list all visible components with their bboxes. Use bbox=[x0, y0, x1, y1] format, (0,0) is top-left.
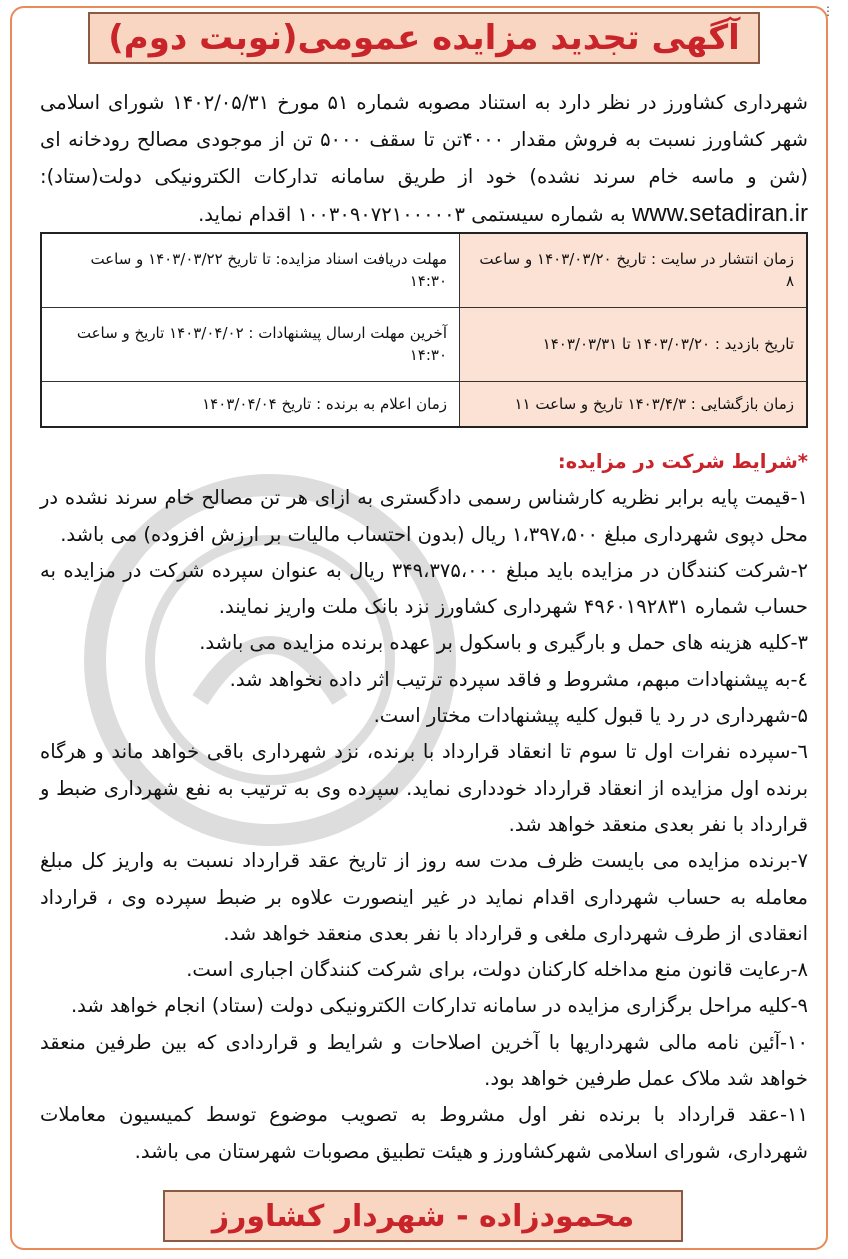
intro-text: شهرداری کشاورز در نظر دارد به استناد مصوبه شماره ۵۱ مورخ ۱۴۰۲/۰۵/۳۱ شورای اسلامی شهر کشاورز نسبت به فروش مقدار ۴۰۰۰تن تا سقف ۵۰۰۰ تن از موجودی مصالح رودخانه ای (شن و ماسه خام سرند نشده) خود از طریق سامانه تدارکات الکترونیکی دولت(ستاد): bbox=[40, 91, 808, 188]
menu-dots-icon[interactable]: ⋮ bbox=[822, 4, 834, 18]
table-row bbox=[41, 307, 807, 381]
winner-announcement-cell: زمان اعلام به برنده : تاریخ ۱۴۰۳/۰۴/۰۴ bbox=[41, 381, 460, 427]
intro-paragraph bbox=[40, 84, 808, 233]
conditions-heading: *شرایط شرکت در مزایده: bbox=[557, 450, 808, 473]
documents-deadline-cell: مهلت دریافت اسناد مزایده: تا تاریخ ۱۴۰۳/۰۳/۲۲ و ساعت ۱۴:۳۰ bbox=[41, 233, 460, 307]
condition-item: ۱-قیمت پایه برابر نظریه کارشناس رسمی دادگستری به ازای هر تن مصالح خام سرند نشده در محل دپوی شهرداری مبلغ ۱،۳۹۷،۵۰۰ ریال (بدون احتساب مالیات بر ارزش افزوده) می باشد. bbox=[40, 486, 808, 546]
visit-date-cell: تاریخ بازدید : ۱۴۰۳/۰۳/۲۰ تا ۱۴۰۳/۰۳/۳۱ bbox=[460, 307, 808, 381]
mayor-signature: محمودزاده - شهردار کشاورز bbox=[211, 1198, 635, 1234]
condition-item: ۸-رعایت قانون منع مداخله کارکنان دولت، برای شرکت کنندگان اجباری است. bbox=[186, 958, 808, 982]
condition-item: ٦-سپرده نفرات اول تا سوم تا انعقاد قرارداد با برنده، نزد شهرداری باقی خواهد ماند و هرگاه برنده اول مزایده از انعقاد قرارداد خودداری نماید. سپرده وی به ترتیب به نفع شهرداری ضبط و قرارداد با نفر بعدی منعقد خواهد شد. bbox=[40, 740, 808, 836]
table-row bbox=[41, 233, 807, 307]
setad-website-link[interactable]: www.setadiran.ir bbox=[631, 200, 808, 227]
table-row bbox=[41, 381, 807, 427]
condition-item: ۲-شرکت کنندگان در مزایده باید مبلغ ۳۴۹،۳۷۵،۰۰۰ ریال به عنوان سپرده شرکت در مزایده به حساب شماره ۴۹۶۰۱۹۲۸۳۱ شهرداری کشاورز نزد بانک ملت واریز نمایند. bbox=[40, 558, 808, 619]
publish-time-cell: زمان انتشار در سایت : تاریخ ۱۴۰۳/۰۳/۲۰ و ساعت ۸ bbox=[460, 233, 808, 307]
condition-item: ۳-کلیه هزینه های حمل و بارگیری و باسکول بر عهده برنده مزایده می باشد. bbox=[199, 631, 808, 655]
page-title: آگهی تجدید مزایده عمومی(نوبت دوم) bbox=[108, 18, 740, 58]
condition-item: ۱۱-عقد قرارداد با برنده نفر اول مشروط به تصویب موضوع توسط کمیسیون معاملات شهرداری، شورای اسلامی شهرکشاورز و هیئت تطبیق مصوبات شهرستان می باشد. bbox=[40, 1103, 808, 1163]
opening-time-cell: زمان بازگشایی : ۱۴۰۳/۴/۳ تاریخ و ساعت ۱۱ bbox=[460, 381, 808, 427]
condition-item: ٤-به پیشنهادات مبهم، مشروط و فاقد سپرده ترتیب اثر داده نخواهد شد. bbox=[229, 667, 808, 691]
condition-item: ۹-کلیه مراحل برگزاری مزایده در سامانه تدارکات الکترونیکی دولت (ستاد) انجام خواهد شد. bbox=[70, 994, 808, 1018]
signature-banner bbox=[163, 1190, 683, 1242]
title-banner bbox=[88, 12, 760, 64]
schedule-table bbox=[40, 232, 808, 428]
intro-tail: به شماره سیستمی ۱۰۰۳۰۹۰۷۲۱۰۰۰۰۰۳ اقدام نماید. bbox=[198, 203, 632, 226]
proposal-deadline-cell: آخرین مهلت ارسال پیشنهادات : ۱۴۰۳/۰۴/۰۲ تاریخ و ساعت ۱۴:۳۰ bbox=[41, 307, 460, 381]
condition-item: ۱۰-آئین نامه مالی شهرداریها با آخرین اصلاحات و شرایط و قراردادی که بین طرفین منعقد خواهد شد ملاک عمل طرفین خواهد بود. bbox=[40, 1030, 808, 1091]
conditions-section bbox=[40, 444, 808, 1170]
condition-item: ۷-برنده مزایده می بایست ظرف مدت سه روز از تاریخ عقد قرارداد نسبت به واریز کل مبلغ معامله به حساب شهرداری اقدام نماید در غیر اینصورت علاوه بر ضبط سپرده وی ، قرارداد انعقادی از طرف شهرداری ملغی و قرارداد با نفر بعدی منعقد خواهد شد. bbox=[40, 849, 808, 945]
condition-item: ۵-شهرداری در رد یا قبول کلیه پیشنهادات مختار است. bbox=[373, 704, 808, 728]
